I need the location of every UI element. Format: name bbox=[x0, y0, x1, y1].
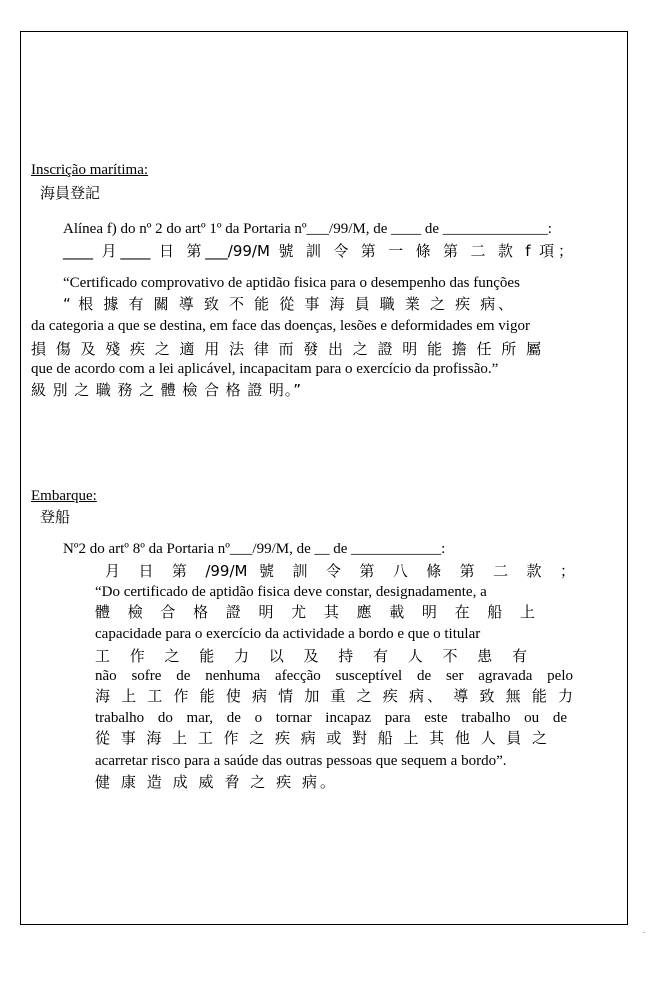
section2-text-line-zh: 工 作 之 能 力 以 及 持 有 人 不 患 有 bbox=[95, 647, 527, 665]
section1-reference: Alínea f) do nº 2 do artº 1º da Portaria nº___/99/M, de ____ de ______________: bbox=[63, 221, 552, 237]
section1-text-line: “Certificado comprovativo de aptidão fisica para o desempenho das funções bbox=[63, 275, 520, 291]
section1-text-line-zh: “ 根 據 有 關 導 致 不 能 從 事 海 員 職 業 之 疾 病、 bbox=[63, 295, 513, 313]
section2-text-line-zh: 從 事 海 上 工 作 之 疾 病 或 對 船 上 其 他 人 員 之 bbox=[95, 729, 547, 747]
section2-reference-zh: 月 日 第 /99/M 號 訓 令 第 八 條 第 二 款 ； bbox=[105, 562, 575, 580]
section2-text-line-zh: 海 上 工 作 能 使 病 情 加 重 之 疾 病、 導 致 無 能 力 bbox=[95, 687, 573, 705]
section2-text-line: trabalho do mar, de o tornar incapaz para este trabalho ou de bbox=[95, 710, 567, 726]
section2-text-line: não sofre de nenhuma afecção susceptível de ser agravada pelo bbox=[95, 668, 573, 684]
section2-text-line: acarretar risco para a saúde das outras pessoas que sequem a bordo”. bbox=[95, 753, 507, 769]
section1-text-line-zh: 級 別 之 職 務 之 體 檢 合 格 證 明。” bbox=[31, 381, 301, 399]
section1-text-line: da categoria a que se destina, em face das doenças, lesões e deformidades em vigor bbox=[31, 318, 530, 334]
section1-reference-zh: ____ 月____ 日 第___/99/M 號 訓 令 第 一 條 第 二 款 f 項； bbox=[63, 242, 573, 260]
section1-heading: Inscrição marítima: bbox=[31, 162, 149, 178]
section2-text-line: “Do certificado de aptidão fisica deve constar, designadamente, a bbox=[95, 584, 487, 600]
page-mark bbox=[643, 932, 645, 933]
section1-heading-zh: 海員登記 bbox=[40, 184, 101, 202]
section2-reference: Nº2 do artº 8º da Portaria nº___/99/M, de __ de ____________: bbox=[63, 541, 446, 557]
section2-text-line-zh: 健 康 造 成 威 脅 之 疾 病。 bbox=[95, 773, 335, 791]
section2-text-line-zh: 體 檢 合 格 證 明 尤 其 應 載 明 在 船 上 bbox=[95, 603, 535, 621]
section2-text-line: capacidade para o exercício da actividade a bordo e que o titular bbox=[95, 626, 481, 642]
section1-text-line: que de acordo com a lei aplicável, incapacitam para o exercício da profissão.” bbox=[31, 361, 499, 377]
section2-heading: Embarque: bbox=[31, 488, 97, 504]
section1-text-line-zh: 損 傷 及 殘 疾 之 適 用 法 律 而 發 出 之 證 明 能 擔 任 所 屬 bbox=[31, 340, 541, 358]
section2-heading-zh: 登船 bbox=[40, 508, 71, 526]
